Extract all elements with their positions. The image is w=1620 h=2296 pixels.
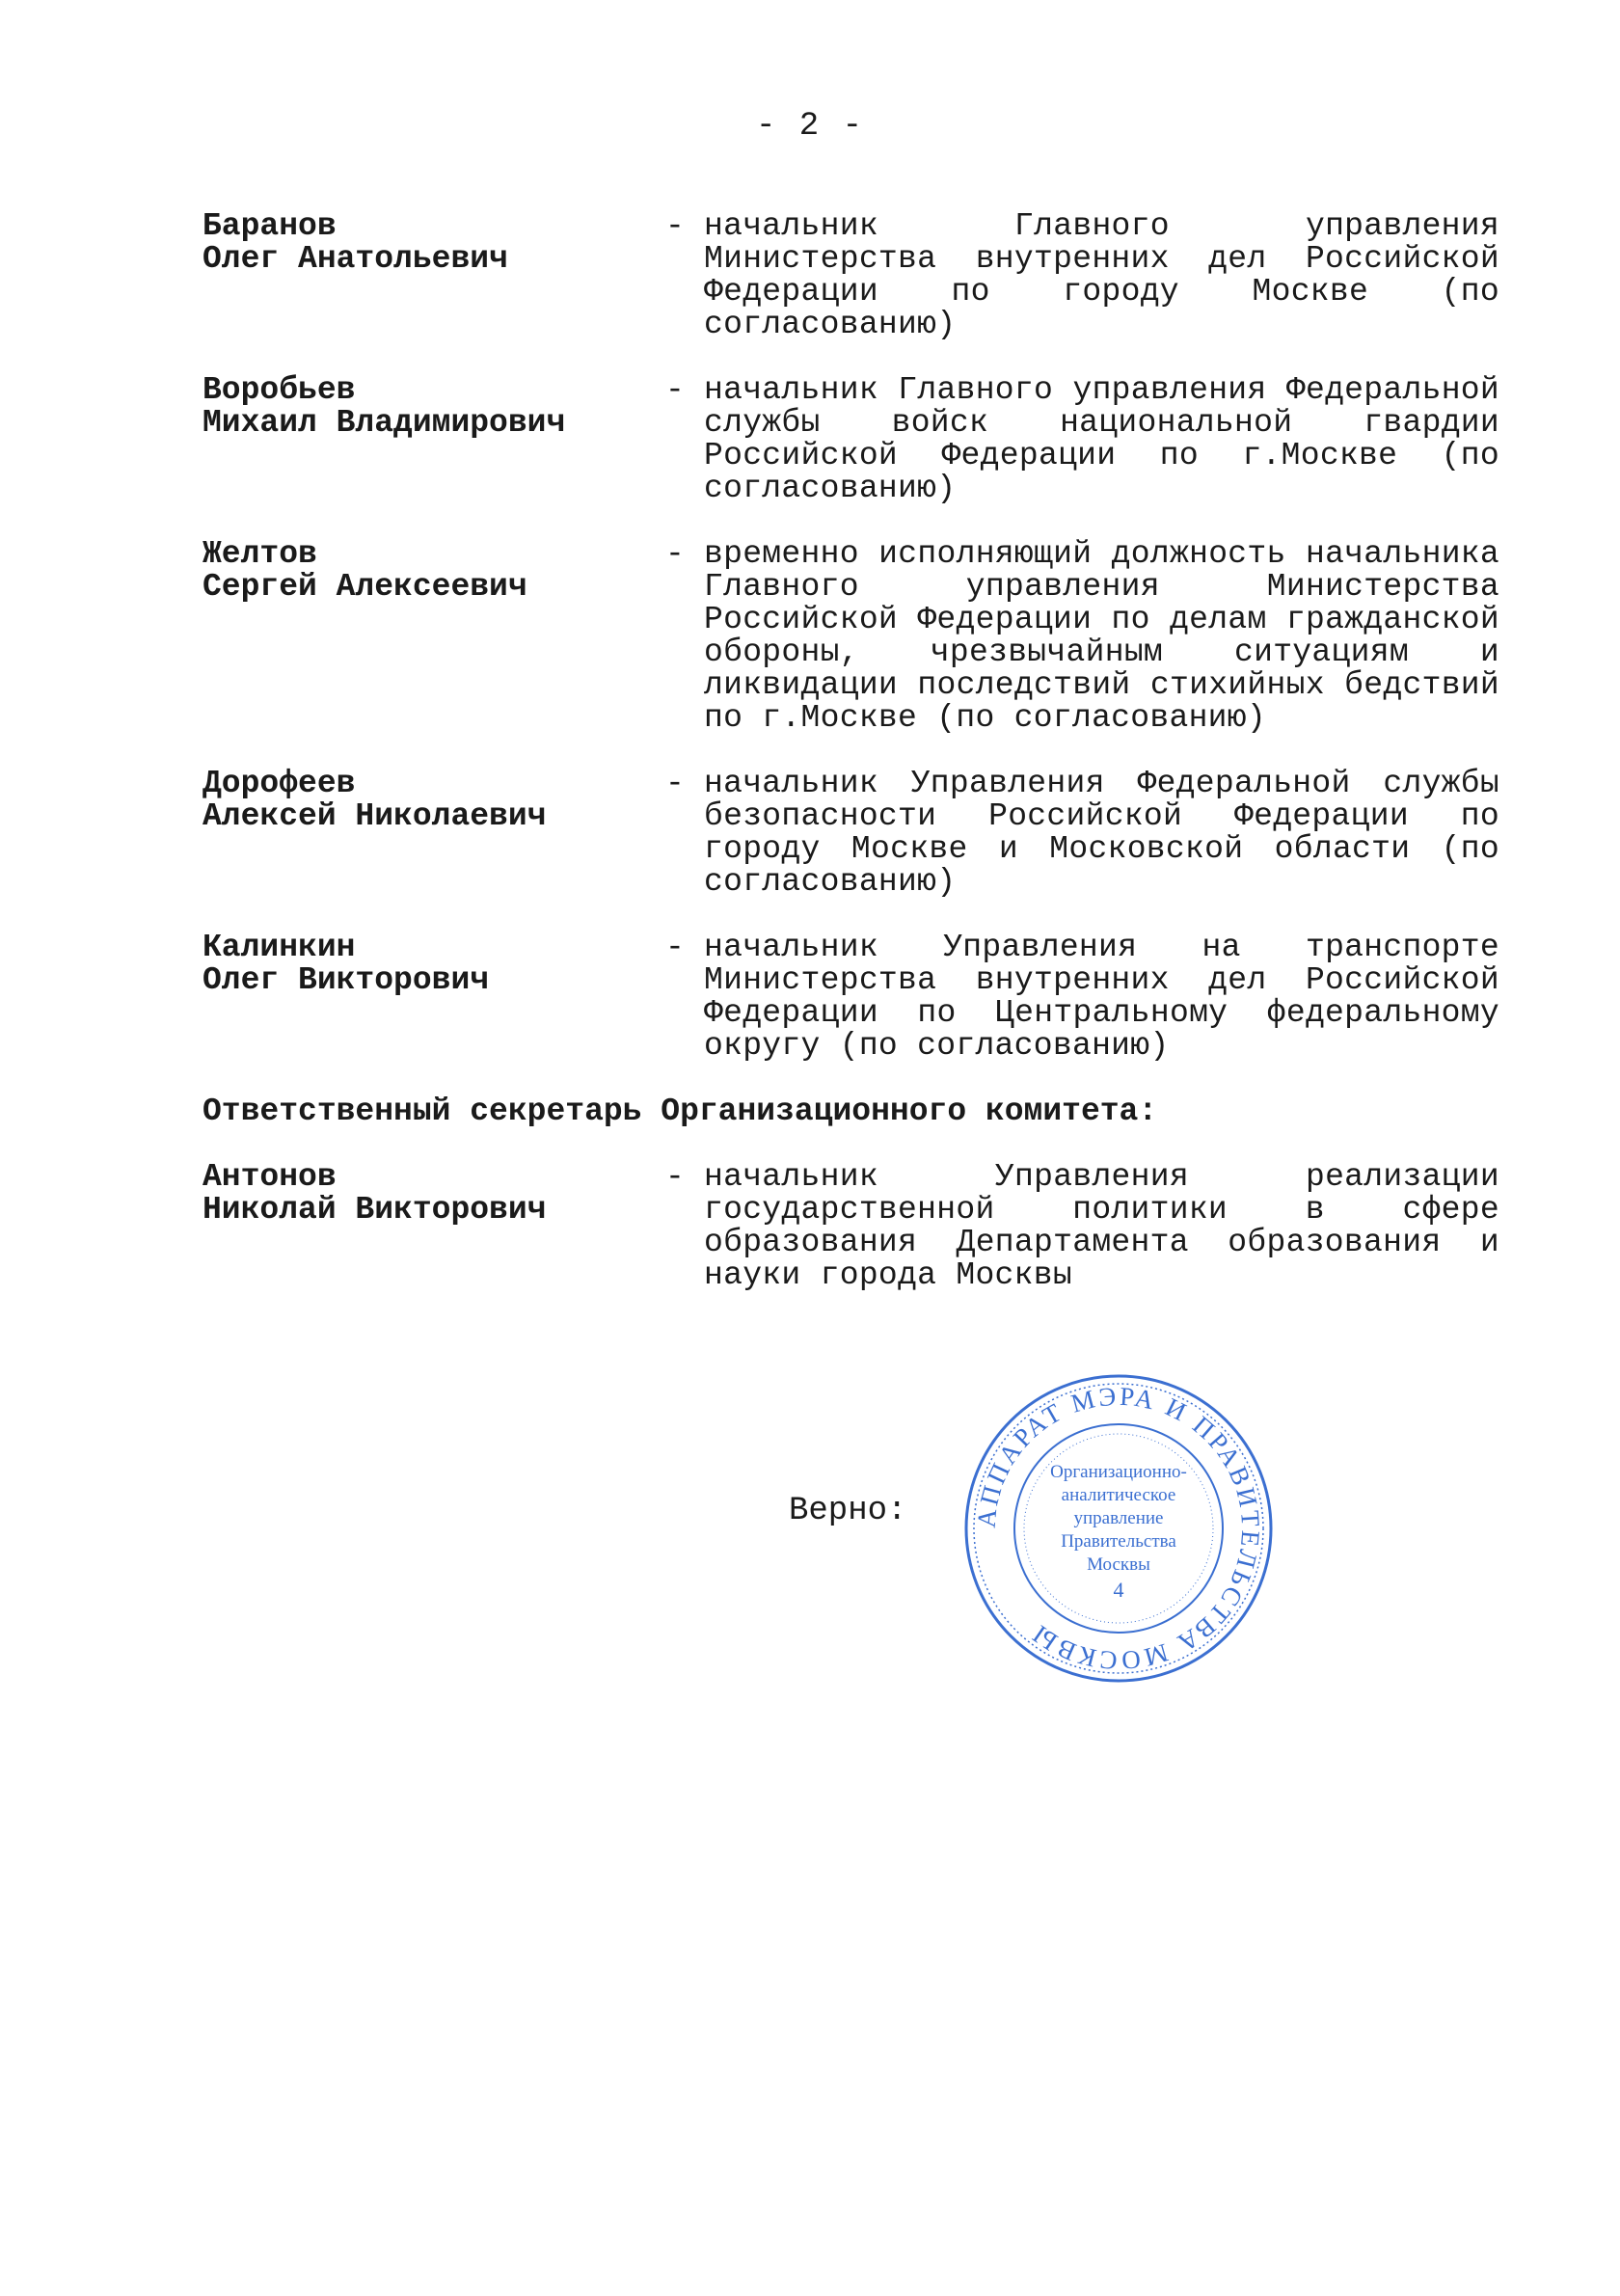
page-number: - 2 - — [755, 108, 865, 145]
stamp-line: Организационно- — [1050, 1462, 1187, 1482]
member-entry — [202, 768, 1499, 899]
member-name — [202, 768, 665, 899]
member-given-names: Алексей Николаевич — [202, 798, 547, 834]
member-entry — [202, 932, 1499, 1063]
secretary-given-names: Николай Викторович — [202, 1192, 547, 1228]
member-entry — [202, 374, 1499, 505]
member-name — [202, 210, 665, 341]
member-role: начальник Управления Федеральной службы безопасности Российской Федерации по городу Москве и Московской области (по согласованию) — [704, 766, 1499, 900]
member-surname: Баранов — [202, 208, 337, 244]
member-entry — [202, 210, 1499, 341]
member-dash: - — [665, 536, 685, 572]
certified-label: Верно: — [789, 1493, 907, 1529]
member-role: начальник Главного управления Министерства внутренних дел Российской Федерации по городу Москве (по согласованию) — [704, 208, 1499, 342]
member-given-names: Михаил Владимирович — [202, 405, 566, 441]
stamp-line: Москвы — [1087, 1554, 1150, 1575]
stamp-line: Правительства — [1061, 1531, 1176, 1552]
official-stamp — [959, 1369, 1278, 1688]
stamp-number: 4 — [1113, 1578, 1124, 1602]
member-entry — [202, 538, 1499, 735]
stamp-center-text — [1050, 1462, 1187, 1602]
secretary-dash: - — [665, 1159, 685, 1195]
member-surname: Желтов — [202, 536, 317, 572]
member-name — [202, 538, 665, 735]
member-role: временно исполняющий должность начальника Главного управления Министерства Российской Федерации по делам гражданской обороны, чрезвычайным ситуациям и ликвидации последствий стихийных бедствий по г.Москве (по согласованию) — [704, 536, 1499, 736]
member-dash: - — [665, 766, 685, 801]
member-dash: - — [665, 372, 685, 408]
secretary-entry — [202, 1161, 1499, 1292]
member-surname: Калинкин — [202, 930, 356, 965]
committee-member-list — [202, 210, 1499, 1325]
member-dash: - — [665, 930, 685, 965]
secretary-role: начальник Управления реализации государственной политики в сфере образования Департамента образования и науки города Москвы — [704, 1159, 1499, 1293]
stamp-outer-ring — [966, 1376, 1271, 1681]
member-surname: Дорофеев — [202, 766, 356, 801]
stamp-ring-text: АППАРАТ МЭРА И ПРАВИТЕЛЬСТВА МОСКВЫ — [971, 1381, 1266, 1676]
member-given-names: Олег Анатольевич — [202, 241, 508, 277]
member-given-names: Олег Викторович — [202, 962, 490, 998]
member-surname: Воробьев — [202, 372, 356, 408]
member-name — [202, 932, 665, 1063]
member-given-names: Сергей Алексеевич — [202, 569, 527, 605]
secretary-name — [202, 1161, 665, 1292]
member-name — [202, 374, 665, 505]
secretary-heading: Ответственный секретарь Организационного комитета: — [202, 1094, 1158, 1129]
member-role: начальник Управления на транспорте Министерства внутренних дел Российской Федерации по Центральному федеральному округу (по согласованию) — [704, 930, 1499, 1064]
member-dash: - — [665, 208, 685, 244]
stamp-line: аналитическое — [1061, 1485, 1176, 1505]
member-role: начальник Главного управления Федеральной службы войск национальной гвардии Российской Федерации по г.Москве (по согласованию) — [704, 372, 1499, 506]
stamp-rings — [966, 1376, 1271, 1681]
stamp-line: управление — [1073, 1508, 1164, 1528]
secretary-surname: Антонов — [202, 1159, 337, 1195]
